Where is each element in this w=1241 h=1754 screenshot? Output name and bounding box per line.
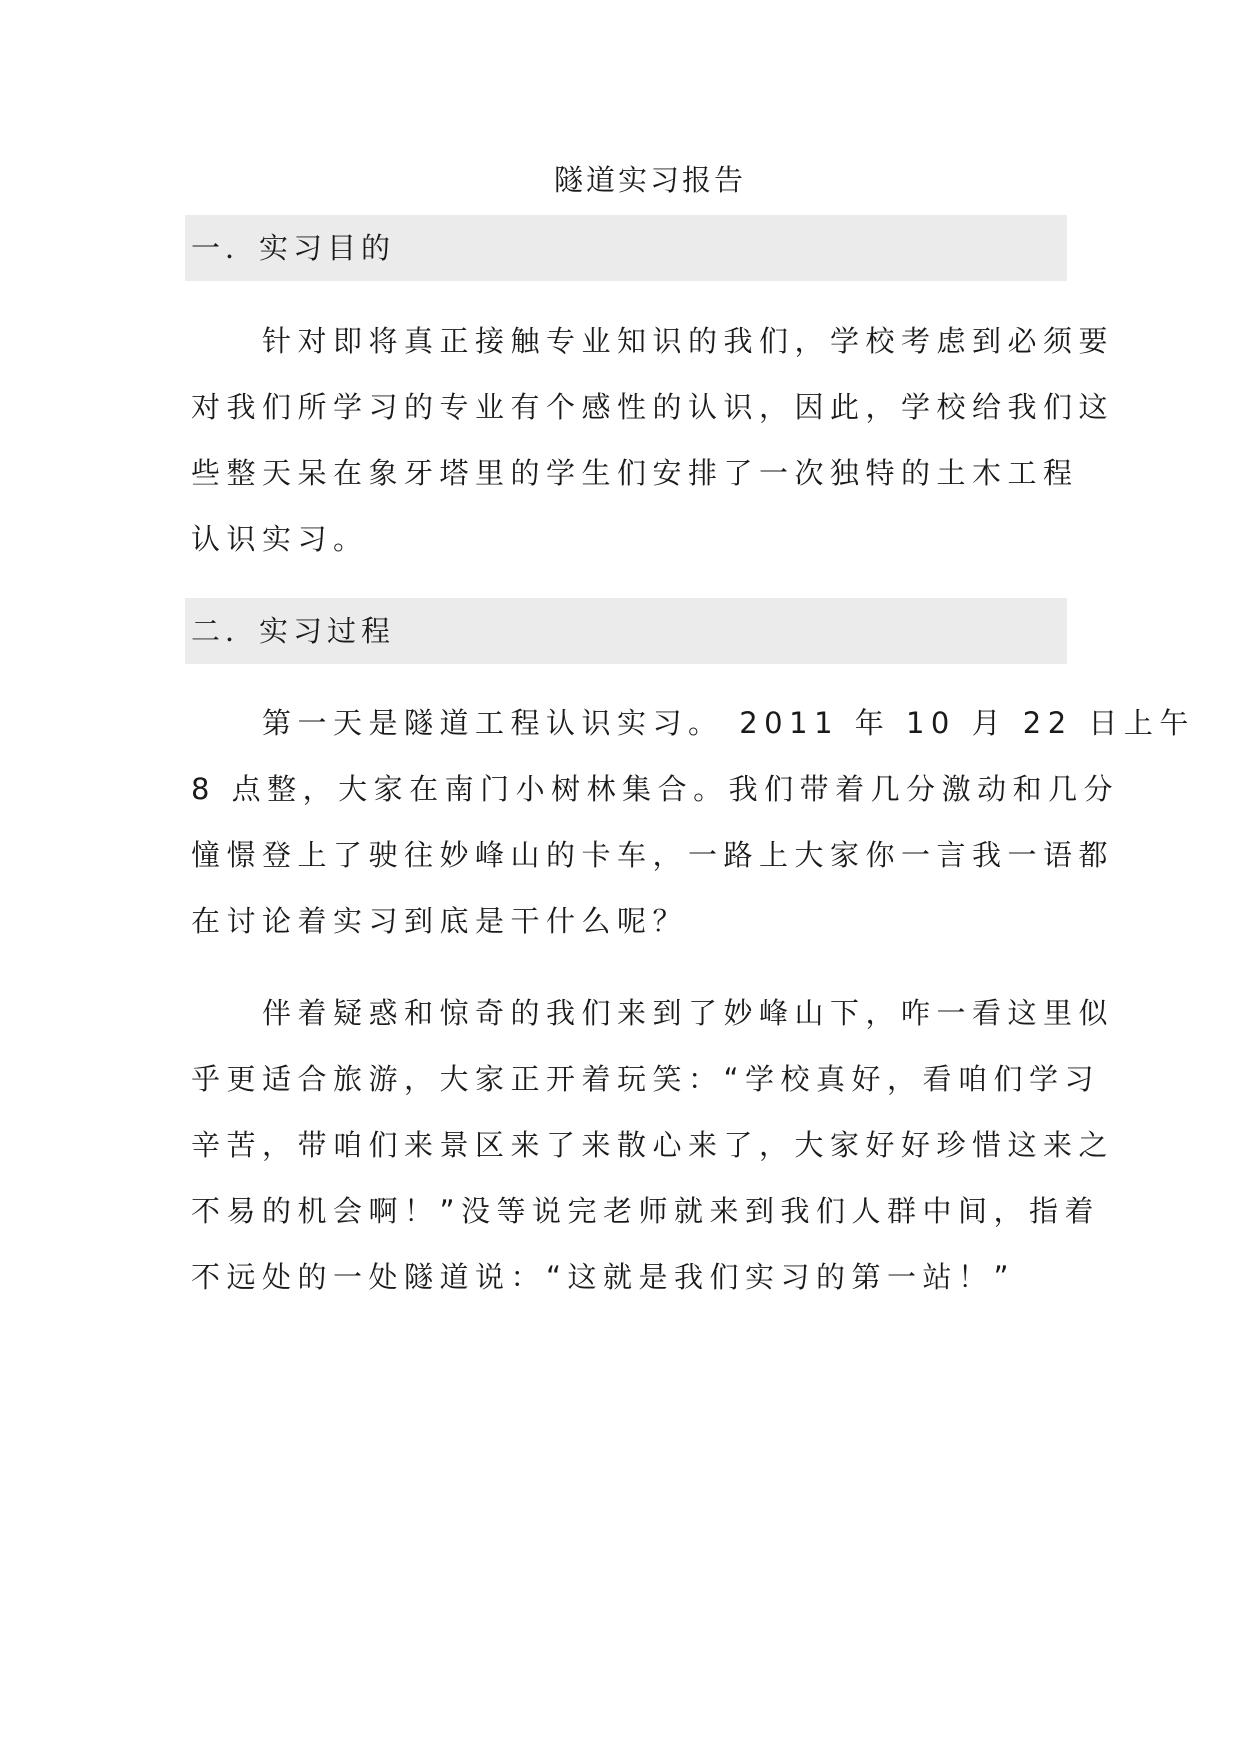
paragraph-line: 伴着疑惑和惊奇的我们来到了妙峰山下，咋一看这里似 xyxy=(191,996,1115,1030)
paragraph-line: 不易的机会啊！”没等说完老师就来到我们人群中间，指着 xyxy=(191,1194,1101,1228)
section-heading-purpose xyxy=(185,215,1067,281)
paragraph-line: 认识实习。 xyxy=(191,522,369,556)
section-heading-process xyxy=(185,598,1067,664)
paragraph-line: 第一天是隧道工程认识实习。 2011 年 10 月 22 日上午 xyxy=(191,706,1195,740)
paragraph-line: 些整天呆在象牙塔里的学生们安排了一次独特的土木工程 xyxy=(191,456,1079,490)
paragraph-line: 乎更适合旅游，大家正开着玩笑：“学校真好，看咱们学习 xyxy=(191,1062,1101,1096)
paragraph-line: 针对即将真正接触专业知识的我们，学校考虑到必须要 xyxy=(191,324,1115,358)
paragraph-first-day xyxy=(191,690,1195,954)
paragraph-line: 憧憬登上了驶往妙峰山的卡车，一路上大家你一言我一语都 xyxy=(191,838,1115,872)
paragraph-purpose xyxy=(191,308,1115,572)
document-title: 隧道实习报告 xyxy=(553,163,746,197)
section-heading-text: 一．实习目的 xyxy=(191,231,396,265)
paragraph-line: 8 点整，大家在南门小树林集合。我们带着几分激动和几分 xyxy=(191,772,1120,806)
paragraph-arrival xyxy=(191,980,1115,1310)
paragraph-line: 辛苦，带咱们来景区来了来散心来了，大家好好珍惜这来之 xyxy=(191,1128,1115,1162)
section-heading-text: 二．实习过程 xyxy=(191,614,396,648)
paragraph-line: 不远处的一处隧道说：“这就是我们实习的第一站！” xyxy=(191,1260,1016,1294)
paragraph-line: 在讨论着实习到底是干什么呢？ xyxy=(191,904,689,938)
paragraph-line: 对我们所学习的专业有个感性的认识，因此，学校给我们这 xyxy=(191,390,1115,424)
